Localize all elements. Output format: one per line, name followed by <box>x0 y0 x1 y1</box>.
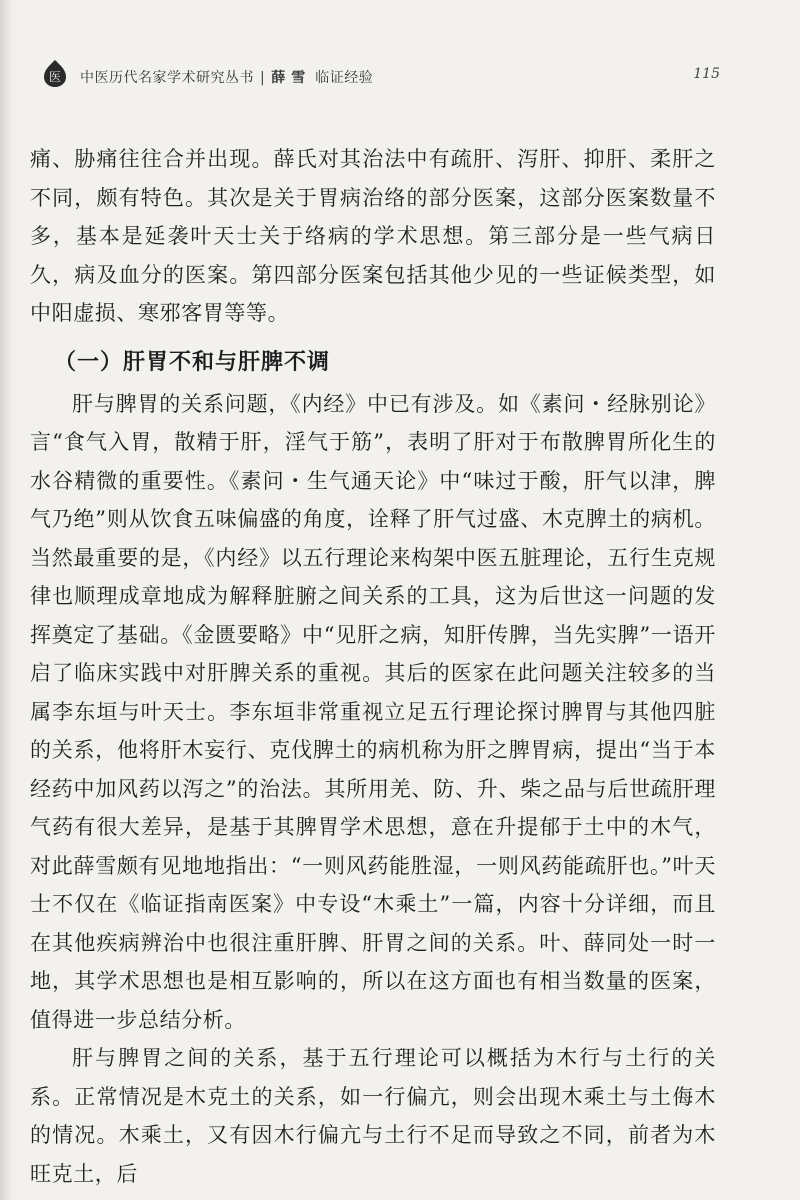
header-separator: | <box>260 70 266 86</box>
yi-seal-icon <box>40 58 70 88</box>
svg-text:医: 医 <box>48 70 62 84</box>
author-name: 薛雪 <box>271 70 312 86</box>
intro-paragraph: 痛、胁痛往往合并出现。薛氏对其治法中有疏肝、泻肝、抑肝、柔肝之不同，颇有特色。其次是关于胃病治络的部分医案，这部分医案数量不多，基本是延袭叶天士关于络病的学术思想。第三部分是一些气病日久，病及血分的医案。第四部分医案包括其他少见的一些证候类型，如中阳虚损、寒邪客胃等等。 <box>30 147 716 325</box>
page-number: 115 <box>693 66 720 82</box>
book-title: 临证经验 <box>315 70 374 86</box>
paragraph-five-phases: 肝与脾胃之间的关系，基于五行理论可以概括为木行与土行的关系。正常情况是木克土的关系，如一行偏亢，则会出现木乘土与土侮木的情况。木乘土，又有因木行偏亢与土行不足而导致之不同，前者为木旺克土，后 <box>30 1046 716 1186</box>
page-body <box>30 140 716 1193</box>
book-spine-shadow <box>0 0 14 1200</box>
running-header <box>40 58 720 92</box>
paragraph-liver-spleen-history: 肝与脾胃的关系问题，《内经》中已有涉及。如《素问・经脉别论》言“食气入胃，散精于肝，淫气于筋”，表明了肝对于布散脾胃所化生的水谷精微的重要性。《素问・生气通天论》中“味过于酸，肝气以津，脾气乃绝”则从饮食五味偏盛的角度，诠释了肝气过盛、木克脾土的病机。当然最重要的是，《内经》以五行理论来构架中医五脏理论，五行生克规律也顺理成章地成为解释脏腑之间关系的工具，这为后世这一问题的发挥奠定了基础。《金匮要略》中“见肝之病，知肝传脾，当先实脾”一语开启了临床实践中对肝脾关系的重视。其后的医家在此问题关注较多的当属李东垣与叶天士。李东垣非常重视立足五行理论探讨脾胃与其他四脏的关系，他将肝木妄行、克伐脾土的病机称为肝之脾胃病，提出“当于本经药中加风药以泻之”的治法。其所用羌、防、升、柴之品与后世疏肝理气药有很大差异，是基于其脾胃学术思想，意在升提郁于土中的木气，对此薛雪颇有见地地指出：“一则风药能胜湿，一则风药能疏肝也。”叶天士不仅在《临证指南医案》中专设“木乘土”一篇，内容十分详细，而且在其他疾病辨治中也很注重肝脾、肝胃之间的关系。叶、薛同处一时一地，其学术思想也是相互影响的，所以在这方面也有相当数量的医案，值得进一步总结分析。 <box>30 391 716 1032</box>
header-text <box>80 67 373 87</box>
section-heading: （一）肝胃不和与肝脾不调 <box>54 349 331 375</box>
series-title: 中医历代名家学术研究丛书 <box>80 70 254 86</box>
